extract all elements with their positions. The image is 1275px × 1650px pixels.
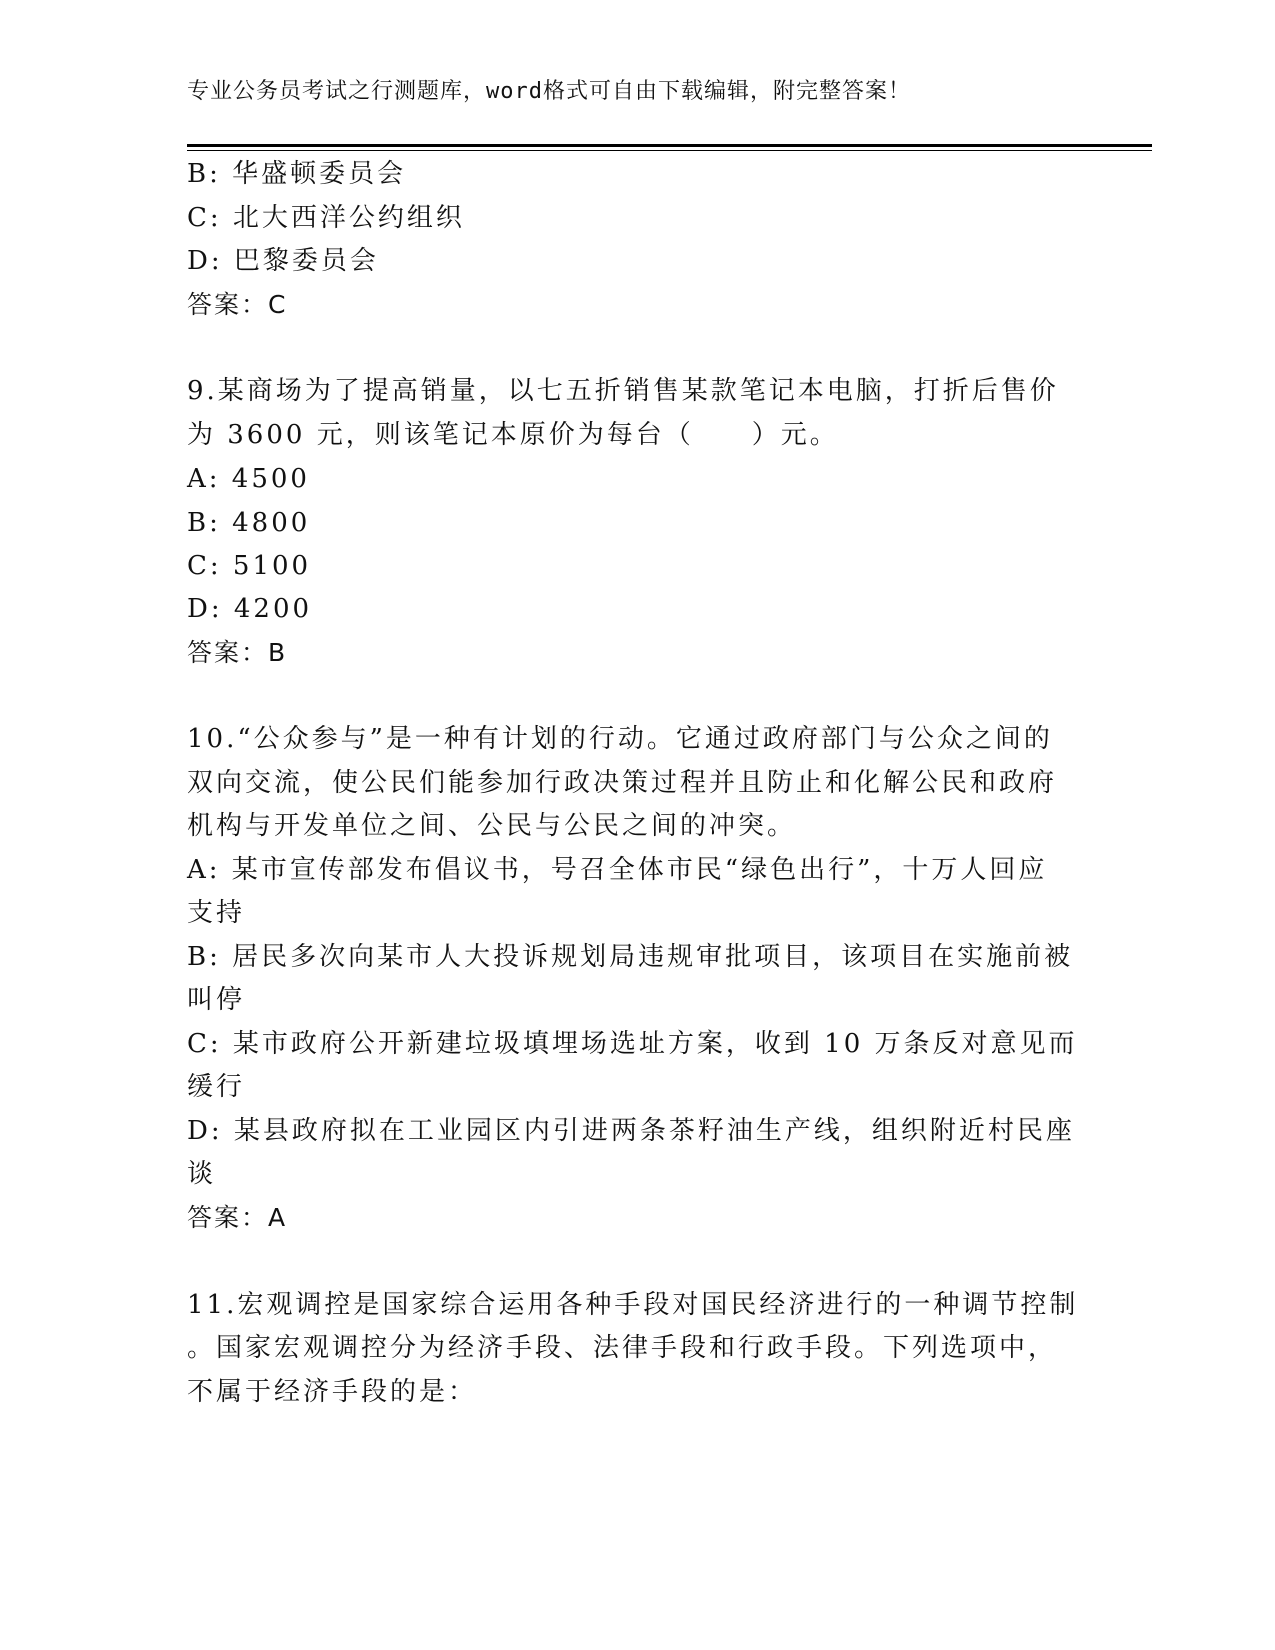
q10-option-a-line1: A: 某市宣传部发布倡议书，号召全体市民“绿色出行”，十万人回应 (187, 855, 1048, 885)
q11-stem-line2: 。国家宏观调控分为经济手段、法律手段和行政手段。下列选项中， (187, 1333, 1058, 1363)
q8-option-c: C: 北大西洋公约组织 (187, 203, 465, 233)
header-rule-thick (187, 144, 1152, 147)
q11-stem-line3: 不属于经济手段的是： (187, 1377, 478, 1407)
q10-option-b-line1: B: 居民多次向某市人大投诉规划局违规审批项目，该项目在实施前被 (187, 942, 1074, 972)
q10-option-d-line1: D: 某县政府拟在工业园区内引进两条茶籽油生产线，组织附近村民座 (187, 1116, 1075, 1146)
q10-option-d-line2: 谈 (187, 1159, 217, 1189)
q8-option-b: B: 华盛顿委员会 (187, 159, 407, 189)
q9-stem-line2: 为 3600 元，则该笔记本原价为每台（ ）元。 (187, 420, 839, 450)
q11-stem-line1: 11.宏观调控是国家综合运用各种手段对国民经济进行的一种调节控制 (187, 1290, 1079, 1320)
q10-option-c-line2: 缓行 (187, 1072, 246, 1102)
q9-answer: 答案：B (187, 638, 288, 667)
q10-option-c-line1: C: 某市政府公开新建垃圾填埋场选址方案，收到 10 万条反对意见而 (187, 1029, 1078, 1059)
header-rule-thin (187, 150, 1152, 151)
q10-stem-line3: 机构与开发单位之间、公民与公民之间的冲突。 (187, 811, 797, 841)
q10-option-a-line2: 支持 (187, 898, 246, 928)
q9-option-c: C: 5100 (187, 551, 312, 581)
q10-stem-line2: 双向交流，使公民们能参加行政决策过程并且防止和化解公民和政府 (187, 768, 1058, 798)
q9-option-d: D: 4200 (187, 594, 313, 624)
q10-answer: 答案：A (187, 1203, 288, 1232)
page-header: 专业公务员考试之行测题库，word格式可自由下载编辑，附完整答案！ (187, 79, 911, 104)
q9-option-a: A: 4500 (187, 464, 310, 494)
q8-answer: 答案：C (187, 290, 288, 319)
q8-option-d: D: 巴黎委员会 (187, 246, 379, 276)
q9-option-b: B: 4800 (187, 508, 311, 538)
q10-stem-line1: 10.“公众参与”是一种有计划的行动。它通过政府部门与公众之间的 (187, 724, 1053, 754)
q9-stem-line1: 9.某商场为了提高销量，以七五折销售某款笔记本电脑，打折后售价 (187, 376, 1059, 406)
q10-option-b-line2: 叫停 (187, 985, 246, 1015)
